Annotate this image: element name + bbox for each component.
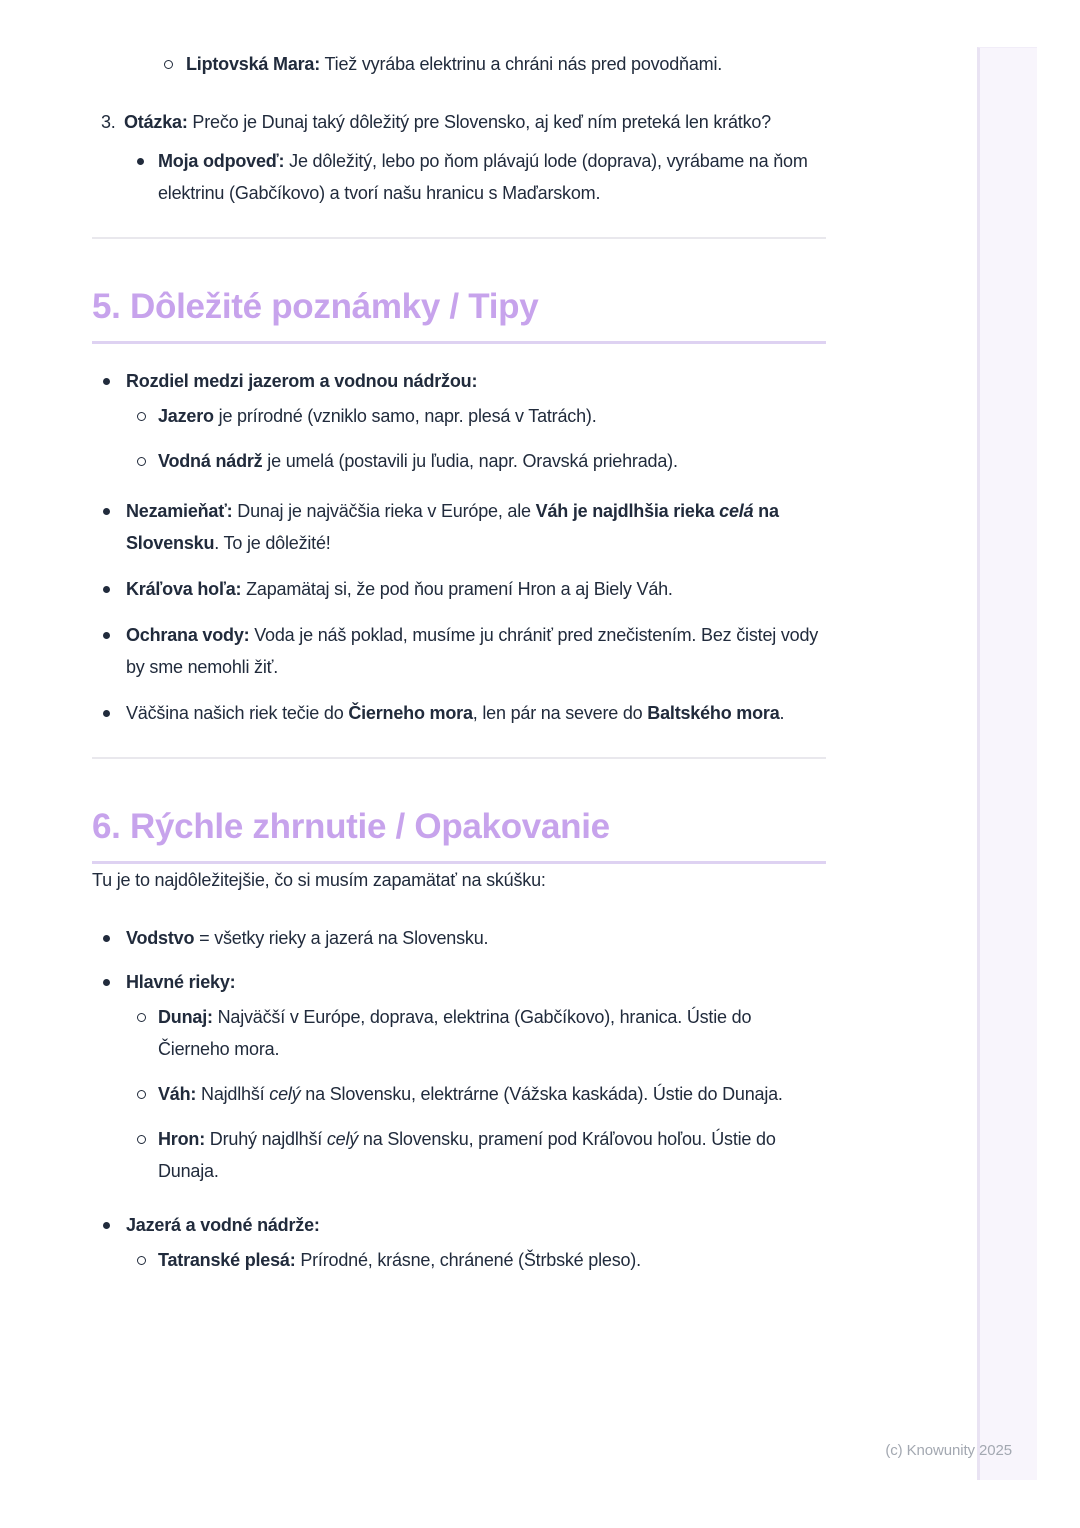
text-run: na Slovensku, elektrárne (Vážska kaskáda). Ústie do Dunaja. xyxy=(300,1084,783,1104)
list-item xyxy=(92,1078,826,1110)
text-run: Čierneho mora xyxy=(348,703,473,723)
list-item-text xyxy=(126,619,826,683)
text-run: je umelá (postavili ju ľudia, napr. Oravská priehrada). xyxy=(262,451,678,471)
text-run: celý xyxy=(326,1129,359,1149)
bullet-icon xyxy=(92,1209,126,1241)
circle-bullet-icon xyxy=(92,445,158,477)
list-item xyxy=(92,495,826,559)
list-item-text xyxy=(158,1244,826,1276)
bullet-icon xyxy=(92,619,126,651)
section-6-intro: Tu je to najdôležitejšie, čo si musím zapamätať na skúšku: xyxy=(92,870,546,890)
text-run: Moja odpoveď: xyxy=(158,151,285,171)
bullet-icon xyxy=(92,365,126,397)
text-run: Baltského mora xyxy=(647,703,780,723)
bullet-icon xyxy=(92,922,126,954)
list-item-text xyxy=(158,1123,826,1187)
page-edge-stripe xyxy=(977,47,1037,1480)
text-run: Váh: xyxy=(158,1084,197,1104)
text-run: Najväčší v Európe, doprava, elektrina (Gabčíkovo), hranica. Ústie do Čierneho mora. xyxy=(158,1007,752,1059)
list-item-text xyxy=(126,697,826,729)
text-run: Tatranské plesá: xyxy=(158,1250,296,1270)
text-run: Vodstvo xyxy=(126,928,195,948)
text-run: Rozdiel medzi jazerom a vodnou nádržou: xyxy=(126,371,478,391)
list-number: 3. xyxy=(101,112,116,132)
text-run: Tiež vyrába elektrinu a chráni nás pred povodňami. xyxy=(320,54,723,74)
bullet-icon xyxy=(92,697,126,729)
text-run: Nezamieňať: xyxy=(126,501,233,521)
heading-underline xyxy=(92,341,826,344)
circle-bullet-icon xyxy=(92,1123,158,1155)
text-run: celý xyxy=(269,1084,301,1104)
sub-list xyxy=(92,1244,826,1276)
list-item xyxy=(92,1123,826,1187)
list-item xyxy=(92,697,826,729)
circle-bullet-icon xyxy=(92,48,186,80)
list-item xyxy=(92,922,826,954)
list-item-text xyxy=(186,48,826,80)
text-run: = všetky rieky a jazerá na Slovensku. xyxy=(194,928,489,948)
text-run: na Slovensku, pramení pod Kráľovou hoľou. Ústie do Dunaja. xyxy=(158,1129,776,1181)
section-5-list xyxy=(92,365,826,729)
text-run: . To je dôležité! xyxy=(214,533,331,553)
list-item-text xyxy=(158,145,826,209)
list-item-text xyxy=(126,966,826,998)
sub-list xyxy=(92,400,826,477)
text-run: , len pár na severe do xyxy=(472,703,648,723)
list-item-text xyxy=(126,1209,826,1241)
list-item xyxy=(92,48,826,80)
list-item-text xyxy=(158,400,826,432)
list-item-text xyxy=(158,445,826,477)
text-run: je prírodné (vzniklo samo, napr. plesá v Tatrách). xyxy=(213,406,597,426)
text-run: Prečo je Dunaj taký dôležitý pre Slovensko, aj keď ním preteká len krátko? xyxy=(187,112,771,132)
list-item xyxy=(92,1001,826,1065)
text-run: Voda je náš poklad, musíme ju chrániť pred znečistením. Bez čistej vody by sme nemohli žiť. xyxy=(126,625,819,677)
text-run: na Slovensku xyxy=(126,501,779,553)
text-run: celá xyxy=(719,501,754,521)
bullet-icon xyxy=(92,495,126,527)
text-run: Liptovská Mara: xyxy=(186,54,321,74)
text-run: Väčšina našich riek tečie do xyxy=(126,703,349,723)
list-item-text xyxy=(126,922,826,954)
text-run: Jazerá a vodné nádrže: xyxy=(126,1215,320,1235)
list-item xyxy=(92,619,826,683)
list-item xyxy=(92,365,826,397)
list-item-text xyxy=(126,365,826,397)
text-run: Hlavné rieky: xyxy=(126,972,236,992)
list-item xyxy=(92,966,826,998)
text-run: Prírodné, krásne, chránené (Štrbské pleso). xyxy=(295,1250,641,1270)
text-run: Zapamätaj si, že pod ňou pramení Hron a aj Biely Váh. xyxy=(241,579,673,599)
list-item xyxy=(92,1209,826,1241)
text-run: Kráľova hoľa: xyxy=(126,579,242,599)
text-run: Hron: xyxy=(158,1129,205,1149)
list-item xyxy=(92,400,826,432)
list-item xyxy=(92,445,826,477)
list-item-text xyxy=(124,106,826,138)
text-run: Druhý najdlhší xyxy=(205,1129,327,1149)
text-run: Je dôležitý, lebo po ňom plávajú lode (doprava), vyrábame na ňom elektrinu (Gabčíkovo) a tvorí našu hranicu s Maďarskom. xyxy=(158,151,808,203)
numbered-list-item xyxy=(92,106,826,138)
circle-bullet-icon xyxy=(92,1078,158,1110)
document-content xyxy=(92,48,826,1276)
text-run: Vodná nádrž xyxy=(158,451,263,471)
sub-list xyxy=(92,1001,826,1187)
text-run: . xyxy=(779,703,785,723)
section-6-list xyxy=(92,922,826,1276)
text-run: Jazero xyxy=(158,406,214,426)
circle-bullet-icon xyxy=(92,400,158,432)
section-divider xyxy=(92,757,826,759)
text-run: Váh je najdlhšia rieka xyxy=(535,501,720,521)
list-item-text xyxy=(158,1001,826,1065)
list-item-text xyxy=(126,573,826,605)
text-run: Dunaj: xyxy=(158,1007,213,1027)
circle-bullet-icon xyxy=(92,1001,158,1033)
list-item xyxy=(92,145,826,209)
list-item-text xyxy=(158,1078,826,1110)
bullet-icon xyxy=(92,145,158,177)
text-run: Najdlhší xyxy=(196,1084,270,1104)
list-item xyxy=(92,573,826,605)
text-run: Dunaj je najväčšia rieka v Európe, ale xyxy=(232,501,536,521)
text-run: Ochrana vody: xyxy=(126,625,250,645)
intro-list xyxy=(92,48,826,209)
copyright-watermark: (c) Knowunity 2025 xyxy=(885,1442,1012,1459)
section-5-heading: 5. Dôležité poznámky / Tipy xyxy=(92,287,539,326)
list-item xyxy=(92,1244,826,1276)
circle-bullet-icon xyxy=(92,1244,158,1276)
bullet-icon xyxy=(92,966,126,998)
bullet-icon xyxy=(92,573,126,605)
list-item-text xyxy=(126,495,826,559)
text-run: Otázka: xyxy=(124,112,188,132)
section-divider xyxy=(92,237,826,239)
section-6-heading: 6. Rýchle zhrnutie / Opakovanie xyxy=(92,807,610,846)
